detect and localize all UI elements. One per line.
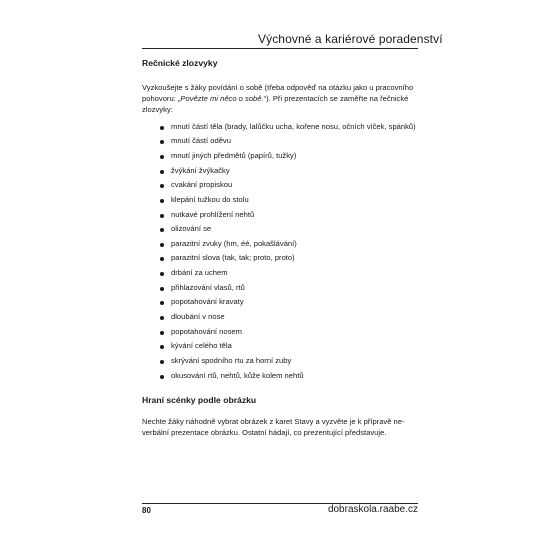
list-item-text: žvýkání žvýkačky [171, 165, 230, 175]
bullet-icon [160, 301, 164, 305]
page-content [142, 57, 418, 439]
scene-paragraph: Nechte žáky náhodně vybrat obrázek z karet Stavy a vyzvěte je k přípravě neverbální prezentace obrázku. Ostatní hádají, co prezentující představuje. [142, 417, 405, 438]
list-item-text: mnutí jiných předmětů (papírů, tužky) [171, 151, 297, 160]
list-item [142, 283, 418, 298]
list-item [142, 371, 418, 386]
bullet-icon [160, 170, 164, 174]
bullet-icon [160, 126, 164, 130]
list-item [142, 268, 418, 283]
list-item-text: kývání celého těla [171, 341, 232, 351]
list-item [142, 210, 418, 225]
running-header-title: Výchovné a kariérové poradenství [258, 32, 443, 46]
list-item [142, 239, 418, 254]
section-heading-picture-scene: Hraní scénky podle obrázku [142, 395, 257, 406]
bullet-icon [160, 155, 164, 159]
bullet-icon [160, 375, 164, 379]
list-item-text: skrývání spodního rtu za horní zuby [171, 355, 292, 365]
list-item [142, 297, 418, 312]
list-item-text: nutkavé prohlížení nehtů [171, 209, 255, 219]
intro-paragraph [142, 83, 418, 116]
list-item-text: přihlazování vlasů, rtů [171, 282, 245, 292]
list-item [142, 253, 418, 268]
list-item-text: cvakání propiskou [171, 180, 233, 190]
list-item-text: mnutí částí oděvu [171, 136, 231, 146]
intro-text-end: “). Při prezentacích se zaměřte na řečnické zlozvyky: [142, 93, 409, 114]
list-item-text: popotahování nosem [171, 326, 242, 336]
section-heading-speech-habits: Rečnické zlozvyky [142, 58, 218, 68]
list-item-text: okusování rtů, nehtů, kůže kolem nehtů [171, 370, 304, 380]
intro-text-start: Vyzkoušejte s žáky povídání o sobě (třeba odpověď na otázku jako u pracovního pohovoru: „ [142, 83, 414, 103]
bullet-icon [160, 331, 164, 335]
footer-website: dobraskola.raabe.cz [327, 504, 418, 515]
list-item [142, 136, 418, 151]
bullet-icon [160, 214, 164, 218]
bullet-icon [160, 257, 164, 261]
list-item-text: mnutí částí těla (brady, lalůčku ucha, kořene nosu, očních víček, spánků) [171, 121, 416, 131]
list-item-text: drbání za uchem [171, 268, 228, 278]
list-item [142, 224, 418, 239]
bullet-icon [160, 140, 164, 144]
list-item [142, 356, 418, 371]
page-number: 80 [142, 506, 151, 515]
intro-quote: Povězte mi něco o sobě. [180, 93, 264, 103]
list-item [142, 341, 418, 356]
bullet-icon [160, 228, 164, 232]
habits-list [142, 122, 418, 386]
list-item [142, 166, 418, 181]
list-item-text: parazitní slova (tak, tak; proto, proto) [171, 253, 295, 263]
list-item [142, 180, 418, 195]
bullet-icon [160, 199, 164, 203]
bullet-icon [160, 287, 164, 291]
list-item-text: parazitní zvuky (hm, éé, pokašlávání) [171, 238, 297, 248]
list-item-text: popotahování kravaty [171, 297, 244, 307]
list-item-text: dloubání v nose [171, 312, 225, 322]
bullet-icon [160, 243, 164, 247]
list-item [142, 122, 418, 137]
list-item [142, 195, 418, 210]
list-item [142, 151, 418, 166]
header-rule [142, 48, 418, 49]
list-item [142, 312, 418, 327]
bullet-icon [160, 184, 164, 188]
list-item-text: olizování se [171, 224, 212, 234]
bullet-icon [160, 345, 164, 349]
list-item-text: klepání tužkou do stolu [171, 194, 249, 204]
bullet-icon [160, 272, 164, 276]
bullet-icon [160, 360, 164, 364]
list-item [142, 327, 418, 342]
bullet-icon [160, 316, 164, 320]
